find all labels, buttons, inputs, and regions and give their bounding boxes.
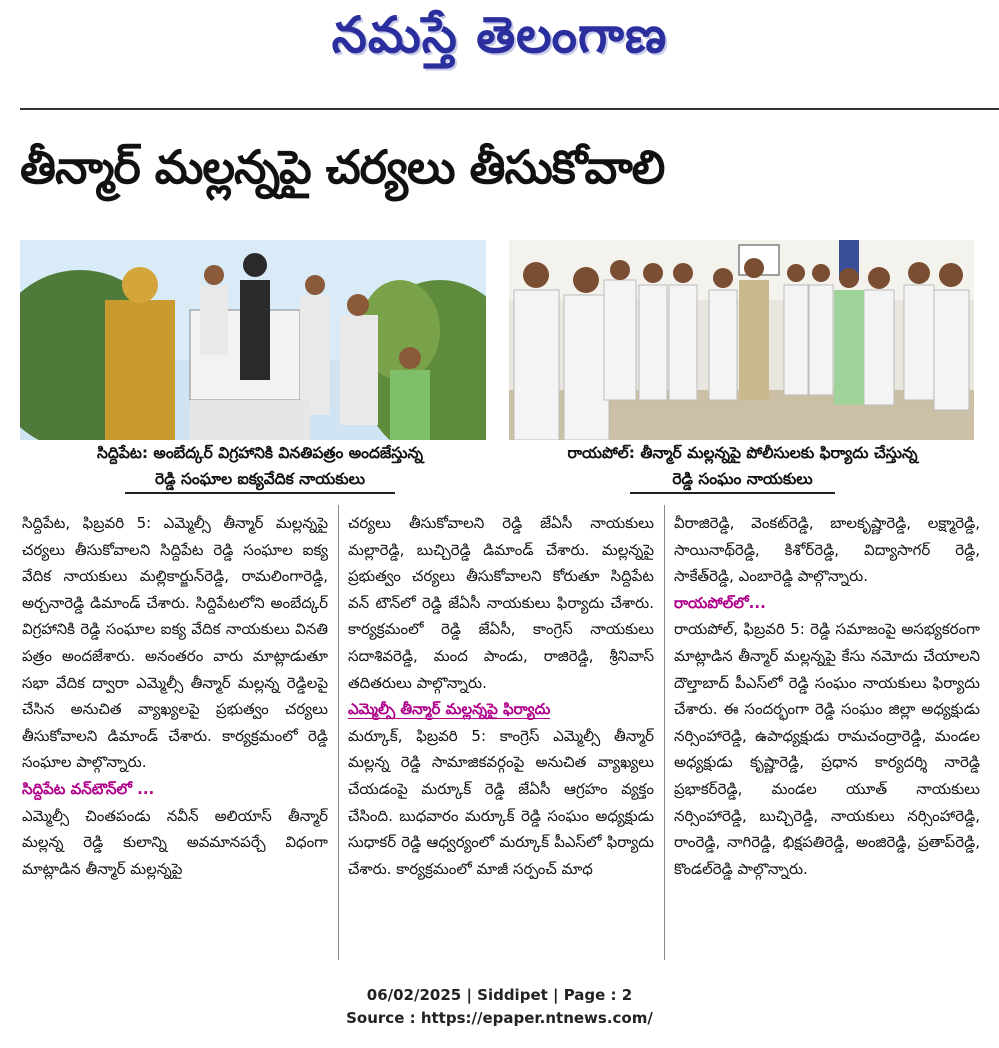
headline: తీన్మార్ మల్లన్నపై చర్యలు తీసుకోవాలి	[20, 140, 665, 194]
article-column-1	[22, 510, 328, 882]
column-2-subhead: ఎమ్మెల్సీ తీన్మార్ మల్లన్నపై ఫిర్యాదు	[348, 700, 551, 719]
caption-right-line1: రాయపోల్: తీన్మార్ మల్లన్నపై పోలీసులకు ఫిర్యాదు చేస్తున్న	[567, 444, 918, 462]
column-1-subhead: సిద్దిపేట వన్‌టౌన్‌లో ...	[22, 779, 155, 798]
masthead-rule	[20, 108, 999, 110]
column-2-paragraph-2: మర్కూక్, ఫిబ్రవరి 5: కాంగ్రెస్ ఎమ్మెల్సీ తీన్మార్ మల్లన్న రెడ్డి సామాజికవర్గంపై అనుచిత వ్యాఖ్యలు చేయడంపై మర్కూక్ రెడ్డి జేఏసీ ఆగ్రహం వ్యక్తం చేసింది. బుధవారం మర్కూక్ రెడ్డి సంఘం అధ్యక్షుడు సుధాకర్ రెడ్డి ఆధ్వర్యంలో మర్కూక్ పీఎస్‌లో ఫిర్యాదు చేశారు. కార్యక్రమంలో మాజీ సర్పంచ్ మాధ	[348, 726, 654, 878]
column-3-paragraph-2: రాయపోల్, ఫిబ్రవరి 5: రెడ్డి సమాజంపై అసభ్యకరంగా మాట్లాడిన తీన్మార్ మల్లన్నపై కేసు నమోదు చేయాలని దౌల్తాబాద్ పీఎస్‌లో రెడ్డి సంఘం నాయకులు ఫిర్యాదు చేశారు. ఈ సందర్భంగా రెడ్డి సంఘం జిల్లా అధ్యక్షుడు నర్సింహారెడ్డి, ఉపాధ్యక్షుడు రామచంద్రారెడ్డి, మండల అధ్యక్షుడు కృష్ణారెడ్డి, ప్రధాన కార్యదర్శి నారెడ్డి ప్రభాకర్‌రెడ్డి, మండల యూత్ నాయకులు నర్సింహారెడ్డి, బుచ్చిరెడ్డి, నాయకులు నర్సింహారెడ్డి, రాంరెడ్డి, నాగిరెడ్డి, భిక్షపతిరెడ్డి, అంజిరెడ్డి, ప్రతాప్‌రెడ్డి, కొండల్‌రెడ్డి పాల్గొన్నారు.	[674, 620, 980, 878]
caption-left-line1: సిద్దిపేట: అంబేద్కర్ విగ్రహానికి వినతిపత్రం అందజేస్తున్న	[97, 444, 423, 462]
caption-left-underline	[125, 492, 395, 494]
photo-police-complaint	[509, 240, 974, 440]
photo-caption-right	[520, 440, 965, 492]
footer-date-edition: 06/02/2025 | Siddipet | Page : 2	[366, 986, 633, 1004]
masthead	[0, 0, 999, 78]
column-2-paragraph-1: చర్యలు తీసుకోవాలని రెడ్డి జేఏసీ నాయకులు మల్లారెడ్డి, బుచ్చిరెడ్డి డిమాండ్ చేశారు. మల్లన్నపై ప్రభుత్వం చర్యలు తీసుకోవాలని కోరుతూ సిద్దిపేట వన్ టౌన్‌లో రెడ్డి జేఏసీ నాయకులు ఫిర్యాదు చేశారు. కార్యక్రమంలో రెడ్డి జేఏసీ, కాంగ్రెస్ నాయకులు సదాశివరెడ్డి, మంద పాండు, రాజిరెడ్డి, శ్రీనివాస్ తదితరులు పాల్గొన్నారు.	[348, 514, 654, 692]
column-divider-2	[664, 505, 665, 960]
photo-ambedkar-statue	[20, 240, 486, 440]
article-column-3	[674, 510, 980, 882]
photo-caption-left	[45, 440, 475, 492]
caption-right-underline	[630, 492, 835, 494]
masthead-logo: నమస్తే తెలంగాణ	[331, 6, 668, 64]
column-divider-1	[338, 505, 339, 960]
footer-source[interactable]: Source : https://epaper.ntnews.com/	[346, 1009, 653, 1027]
caption-right-line2: రెడ్డి సంఘం నాయకులు	[672, 470, 813, 488]
article-column-2	[348, 510, 654, 882]
column-1-paragraph-1: సిద్దిపేట, ఫిబ్రవరి 5: ఎమ్మెల్సీ తీన్మార్ మల్లన్నపై చర్యలు తీసుకోవాలని సిద్దిపేట రెడ్డి సంఘాల ఐక్య వేదిక నాయకులు మల్లికార్జున్‌రెడ్డి, రామలింగారెడ్డి, అర్చనారెడ్డి డిమాండ్ చేశారు. సిద్దిపేటలోని అంబేద్కర్ విగ్రహానికి రెడ్డి సంఘాల ఐక్య వేదిక నాయకులు వినతి పత్రం అందజేశారు. అనంతరం వారు మాట్లాడుతూ సభా వేదిక ద్వారా ఎమ్మెల్సీ తీన్మార్ మల్లన్న రెడ్డిలపై చేసిన అనుచిత వ్యాఖ్యలపై ప్రభుత్వం చర్యలు తీసుకోవాలని డిమాండ్ చేశారు. కార్యక్రమంలో రెడ్డి సంఘాల పాల్గొన్నారు.	[22, 514, 328, 772]
column-1-paragraph-2: ఎమ్మెల్సీ చింతపండు నవీన్ అలియాస్ తీన్మార్ మల్లన్న రెడ్డి కులాన్ని అవమానపర్చే విధంగా మాట్లాడిన తీన్మార్ మల్లన్నపై	[22, 806, 328, 878]
column-3-paragraph-1: వీరాజిరెడ్డి, వెంకట్‌రెడ్డి, బాలకృష్ణారెడ్డి, లక్ష్మారెడ్డి, సాయినాథ్‌రెడ్డి, కిశోర్‌రెడ్డి, విద్యాసాగర్ రెడ్డి, సాకేత్‌రెడ్డి, ఎంబారెడ్డి పాల్గొన్నారు.	[674, 514, 980, 586]
caption-left-line2: రెడ్డి సంఘాల ఐక్యవేదిక నాయకులు	[154, 470, 366, 488]
column-3-subhead: రాయపోల్‌లో...	[674, 593, 766, 612]
